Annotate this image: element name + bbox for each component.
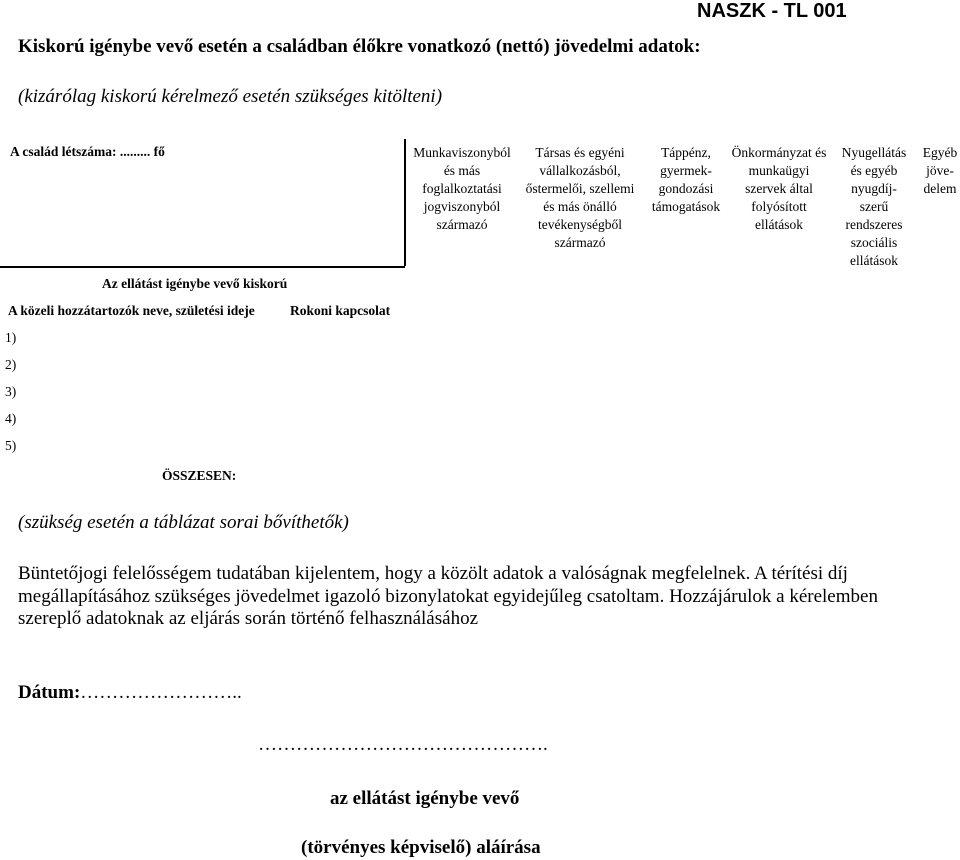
column-header-sick-pay: Táppénz, gyermek- gondozási támogatások (651, 145, 721, 214)
form-code: NASZK - TL 001 (697, 0, 847, 22)
signature-subcaption: (törvényes képviselő) aláírása (301, 837, 541, 858)
table-row: 3) (5, 384, 17, 399)
page-title: Kiskorú igénybe vevő esetén a családban élőkre vonatkozó (nettó) jövedelmi adatok: (18, 36, 701, 57)
column-header-other-income: Egyéb jöve- delem (922, 145, 958, 196)
table-row: 2) (5, 357, 17, 372)
table-row: 1) (5, 330, 17, 345)
column-header-municipal: Önkormányzat és munkaügyi szervek által folyósított ellátások (731, 145, 827, 232)
total-label: ÖSSZESEN: (162, 468, 237, 483)
date-field[interactable]: Dátum:…………………….. (18, 682, 242, 703)
table-row: 4) (5, 411, 17, 426)
column-header-enterprise: Társas és egyéni vállalkozásból, őstermelői, szellemi és más önálló tevékenységből származó (525, 145, 635, 250)
relation-label: Rokoni kapcsolat (290, 303, 391, 318)
column-header-employment: Munkaviszonyból és más foglalkoztatási jogviszonyból származó (413, 145, 511, 232)
page-subtitle: (kizárólag kiskorú kérelmező esetén szükséges kitölteni) (18, 86, 443, 107)
signature-caption: az ellátást igénybe vevő (330, 788, 520, 809)
beneficiary-label: Az ellátást igénybe vevő kiskorú (102, 276, 288, 291)
column-header-pension: Nyugellátás és egyéb nyugdíj- szerű rendszeres szociális ellátások (841, 145, 907, 268)
family-size-label: A család létszáma: ......... fő (10, 144, 165, 159)
declaration-text: Büntetőjogi felelősségem tudatában kijelentem, hogy a közölt adatok a valóságnak megfelelnek. A térítési díj megállapításához szükséges jövedelmet igazoló bizonylatokat egyidejűleg csatoltam. Hozzájárulok a kérelemben szereplő adatoknak az eljárás során történő felhasználásához (18, 563, 878, 629)
signature-line[interactable]: ………………………………………. (258, 734, 548, 755)
table-horizontal-divider (0, 266, 405, 268)
table-row: 5) (5, 438, 17, 453)
extendable-rows-note: (szükség esetén a táblázat sorai bővíthetők) (18, 512, 349, 533)
relatives-label: A közeli hozzátartozók neve, születési ideje (8, 303, 255, 318)
